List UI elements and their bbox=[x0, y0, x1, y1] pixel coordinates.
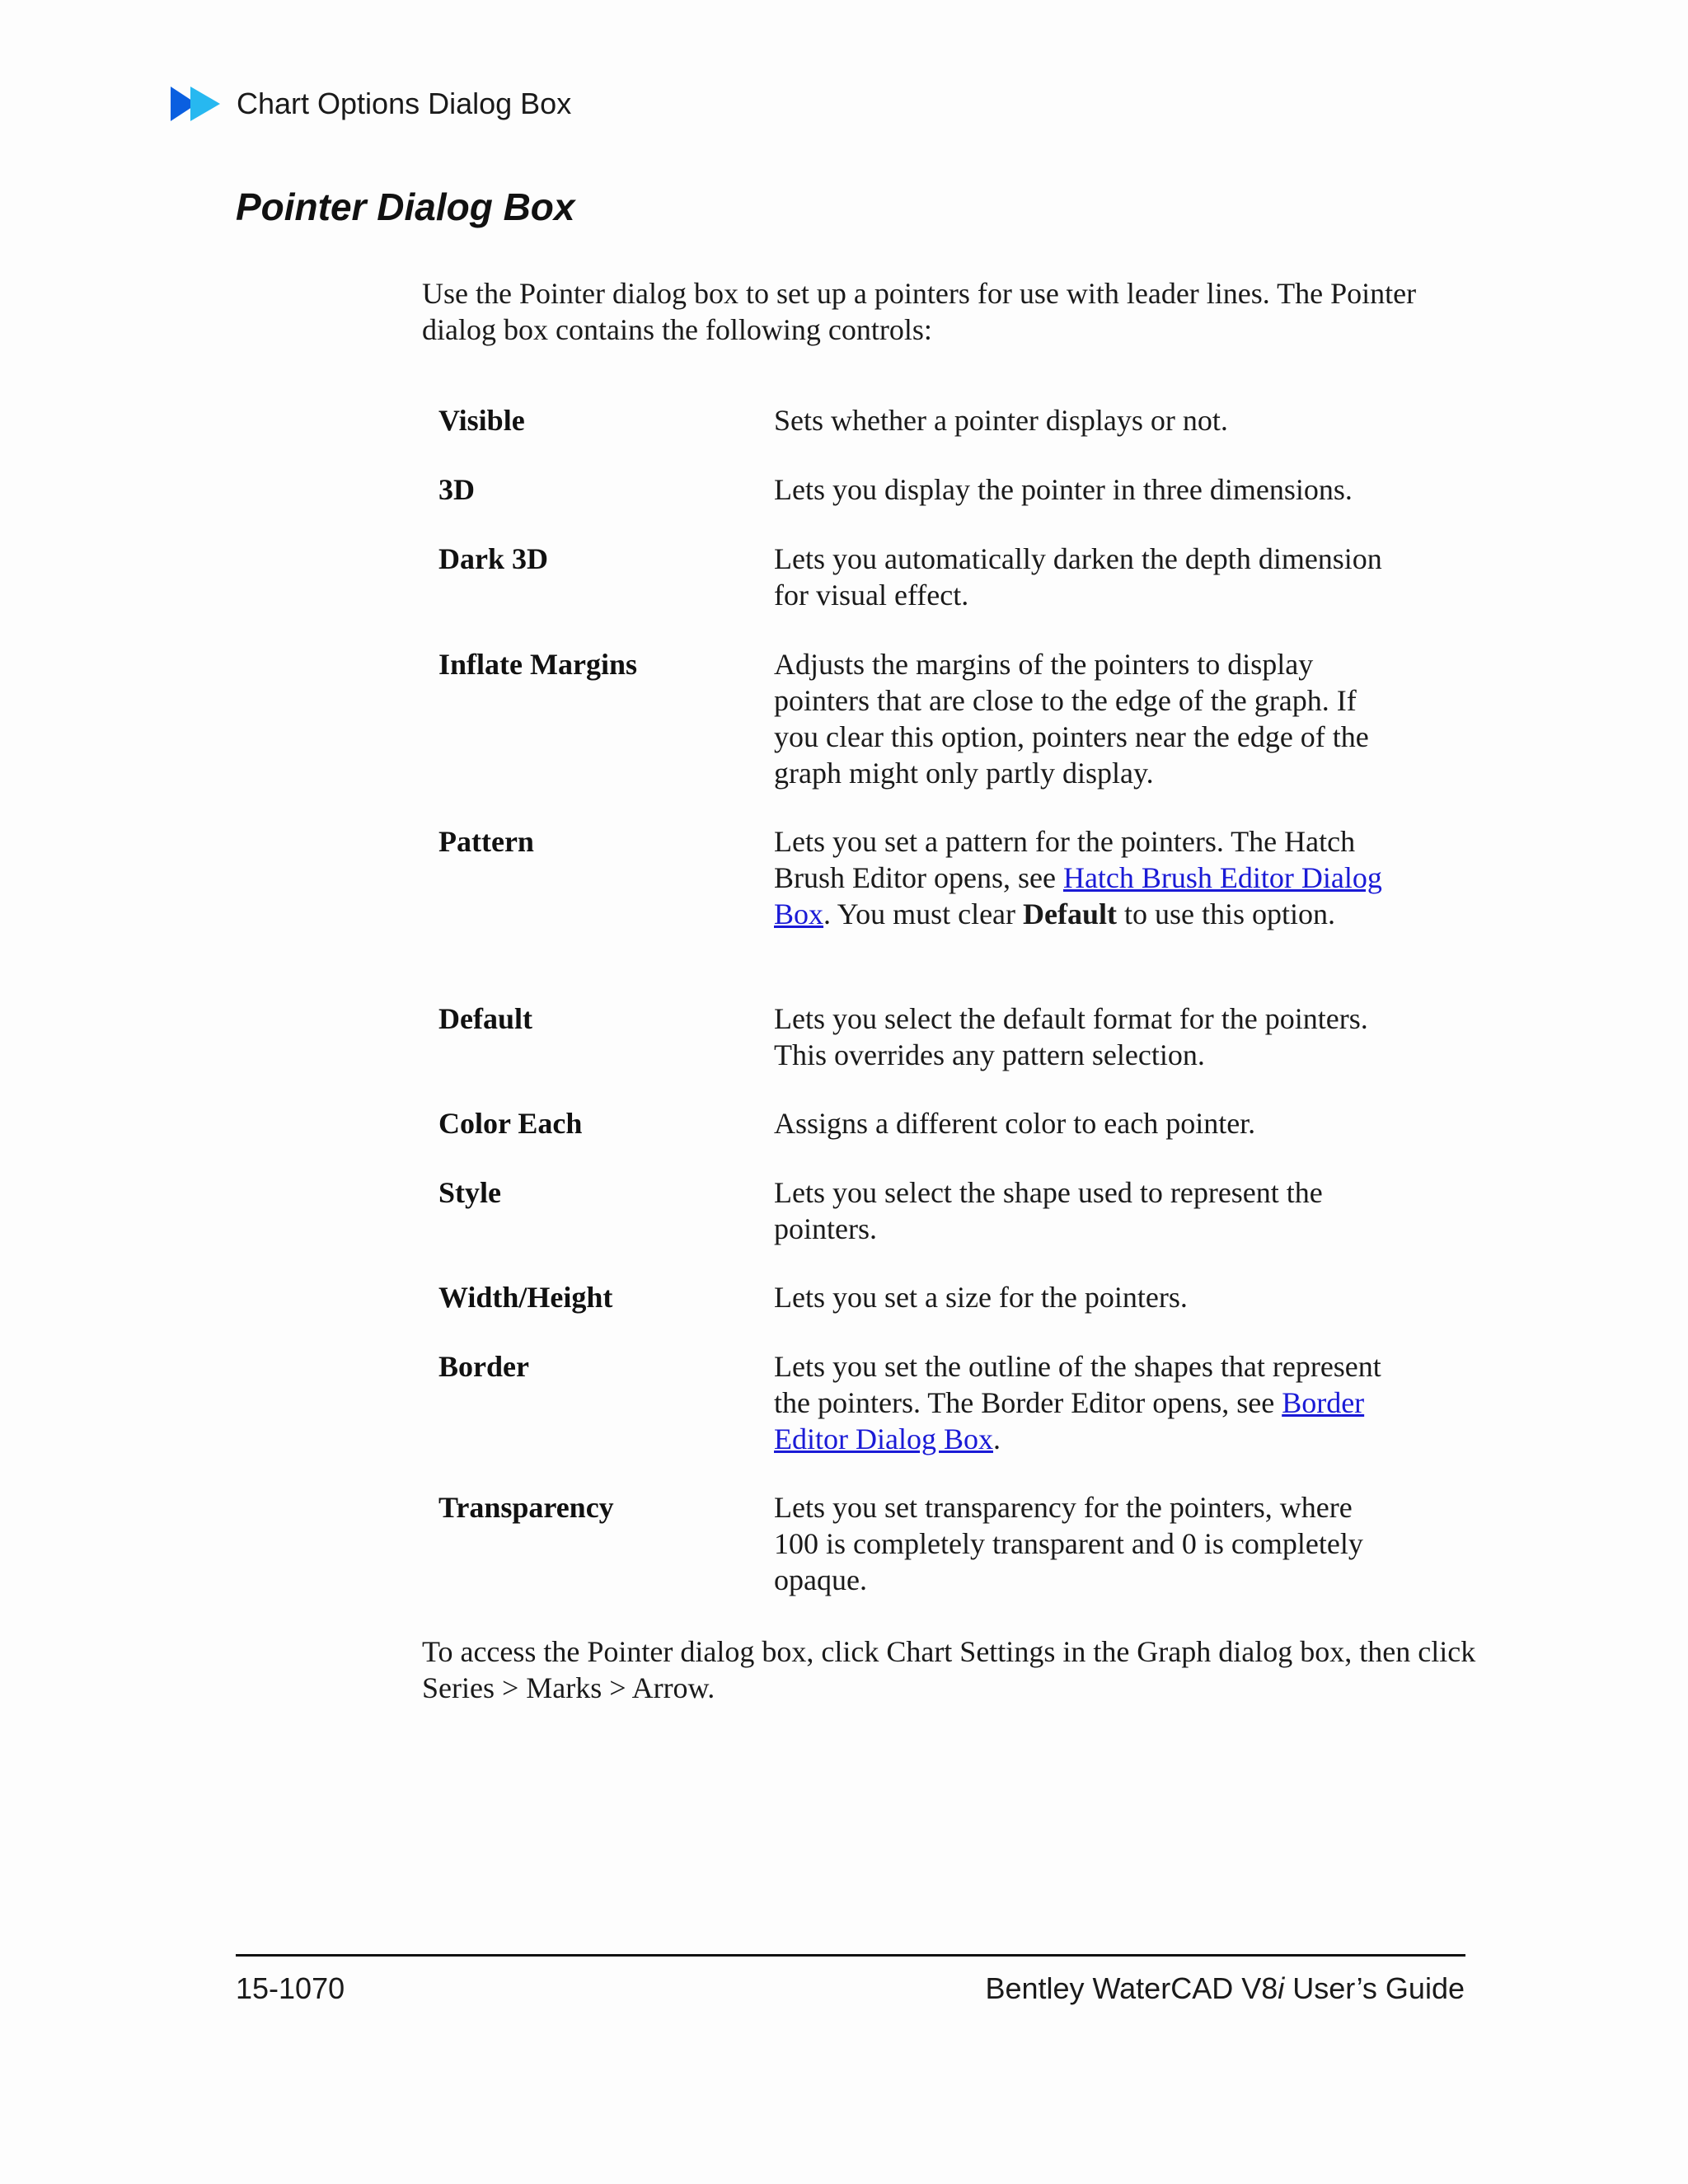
control-term: Width/Height bbox=[438, 1281, 613, 1314]
control-description: Lets you automatically darken the depth dimension for visual effect. bbox=[774, 542, 1382, 612]
pattern-desc-start: Lets you set a pattern for the pointers. The Hatch Brush Editor opens, see bbox=[774, 825, 1356, 894]
control-term: Inflate Margins bbox=[438, 648, 637, 681]
pattern-desc-middle: . You must clear bbox=[823, 898, 1024, 930]
guide-title-prefix: Bentley WaterCAD V8 bbox=[985, 1971, 1278, 2005]
guide-title bbox=[985, 1971, 1465, 2006]
control-description: Lets you select the default format for the pointers. This overrides any pattern selection. bbox=[774, 1002, 1368, 1071]
running-header bbox=[169, 85, 571, 123]
control-term: Visible bbox=[438, 404, 525, 437]
control-description: Lets you display the pointer in three dimensions. bbox=[774, 473, 1353, 506]
intro-paragraph: Use the Pointer dialog box to set up a pointers for use with leader lines. The Pointer dialog box contains the following controls: bbox=[422, 277, 1417, 346]
control-term: Border bbox=[438, 1350, 529, 1383]
control-description bbox=[774, 823, 1400, 932]
footer-divider bbox=[236, 1954, 1465, 1957]
double-arrow-icon bbox=[169, 85, 222, 123]
control-description: Lets you set a size for the pointers. bbox=[774, 1281, 1188, 1314]
control-term: Transparency bbox=[438, 1491, 614, 1524]
closing-paragraph: To access the Pointer dialog box, click Chart Settings in the Graph dialog box, then click Series > Marks > Arrow. bbox=[422, 1635, 1476, 1704]
control-term: Pattern bbox=[438, 825, 534, 858]
hatch-brush-editor-link[interactable]: Hatch Brush Editor Dialog Box bbox=[774, 861, 1382, 930]
control-description: Lets you select the shape used to represent the pointers. bbox=[774, 1176, 1323, 1245]
control-description: Adjusts the margins of the pointers to display pointers that are close to the edge of the graph. If you clear this option, pointers near the edge of the graph might only partly display. bbox=[774, 648, 1369, 790]
control-term: Color Each bbox=[438, 1107, 583, 1140]
control-description: Lets you set transparency for the pointers, where 100 is completely transparent and 0 is completely opaque. bbox=[774, 1491, 1363, 1596]
control-term: Style bbox=[438, 1176, 501, 1209]
page-number: 15-1070 bbox=[236, 1971, 345, 2005]
guide-title-italic: i bbox=[1278, 1971, 1285, 2005]
pattern-desc-end: to use this option. bbox=[1117, 898, 1336, 930]
control-term: 3D bbox=[438, 473, 475, 506]
control-term: Default bbox=[438, 1002, 532, 1035]
running-header-title: Chart Options Dialog Box bbox=[237, 87, 572, 120]
border-desc-start: Lets you set the outline of the shapes that represent the pointers. The Border Editor opens, see bbox=[774, 1350, 1381, 1419]
control-term: Dark 3D bbox=[438, 542, 548, 575]
border-desc-end: . bbox=[992, 1422, 1001, 1455]
default-keyword: Default bbox=[1023, 898, 1117, 930]
control-description: Assigns a different color to each pointer. bbox=[774, 1107, 1256, 1140]
border-editor-link[interactable]: Border Editor Dialog Box bbox=[774, 1386, 1365, 1455]
page-title: Pointer Dialog Box bbox=[236, 185, 575, 228]
guide-title-suffix: User’s Guide bbox=[1284, 1971, 1465, 2005]
control-description: Sets whether a pointer displays or not. bbox=[774, 404, 1228, 437]
control-description bbox=[774, 1348, 1400, 1457]
